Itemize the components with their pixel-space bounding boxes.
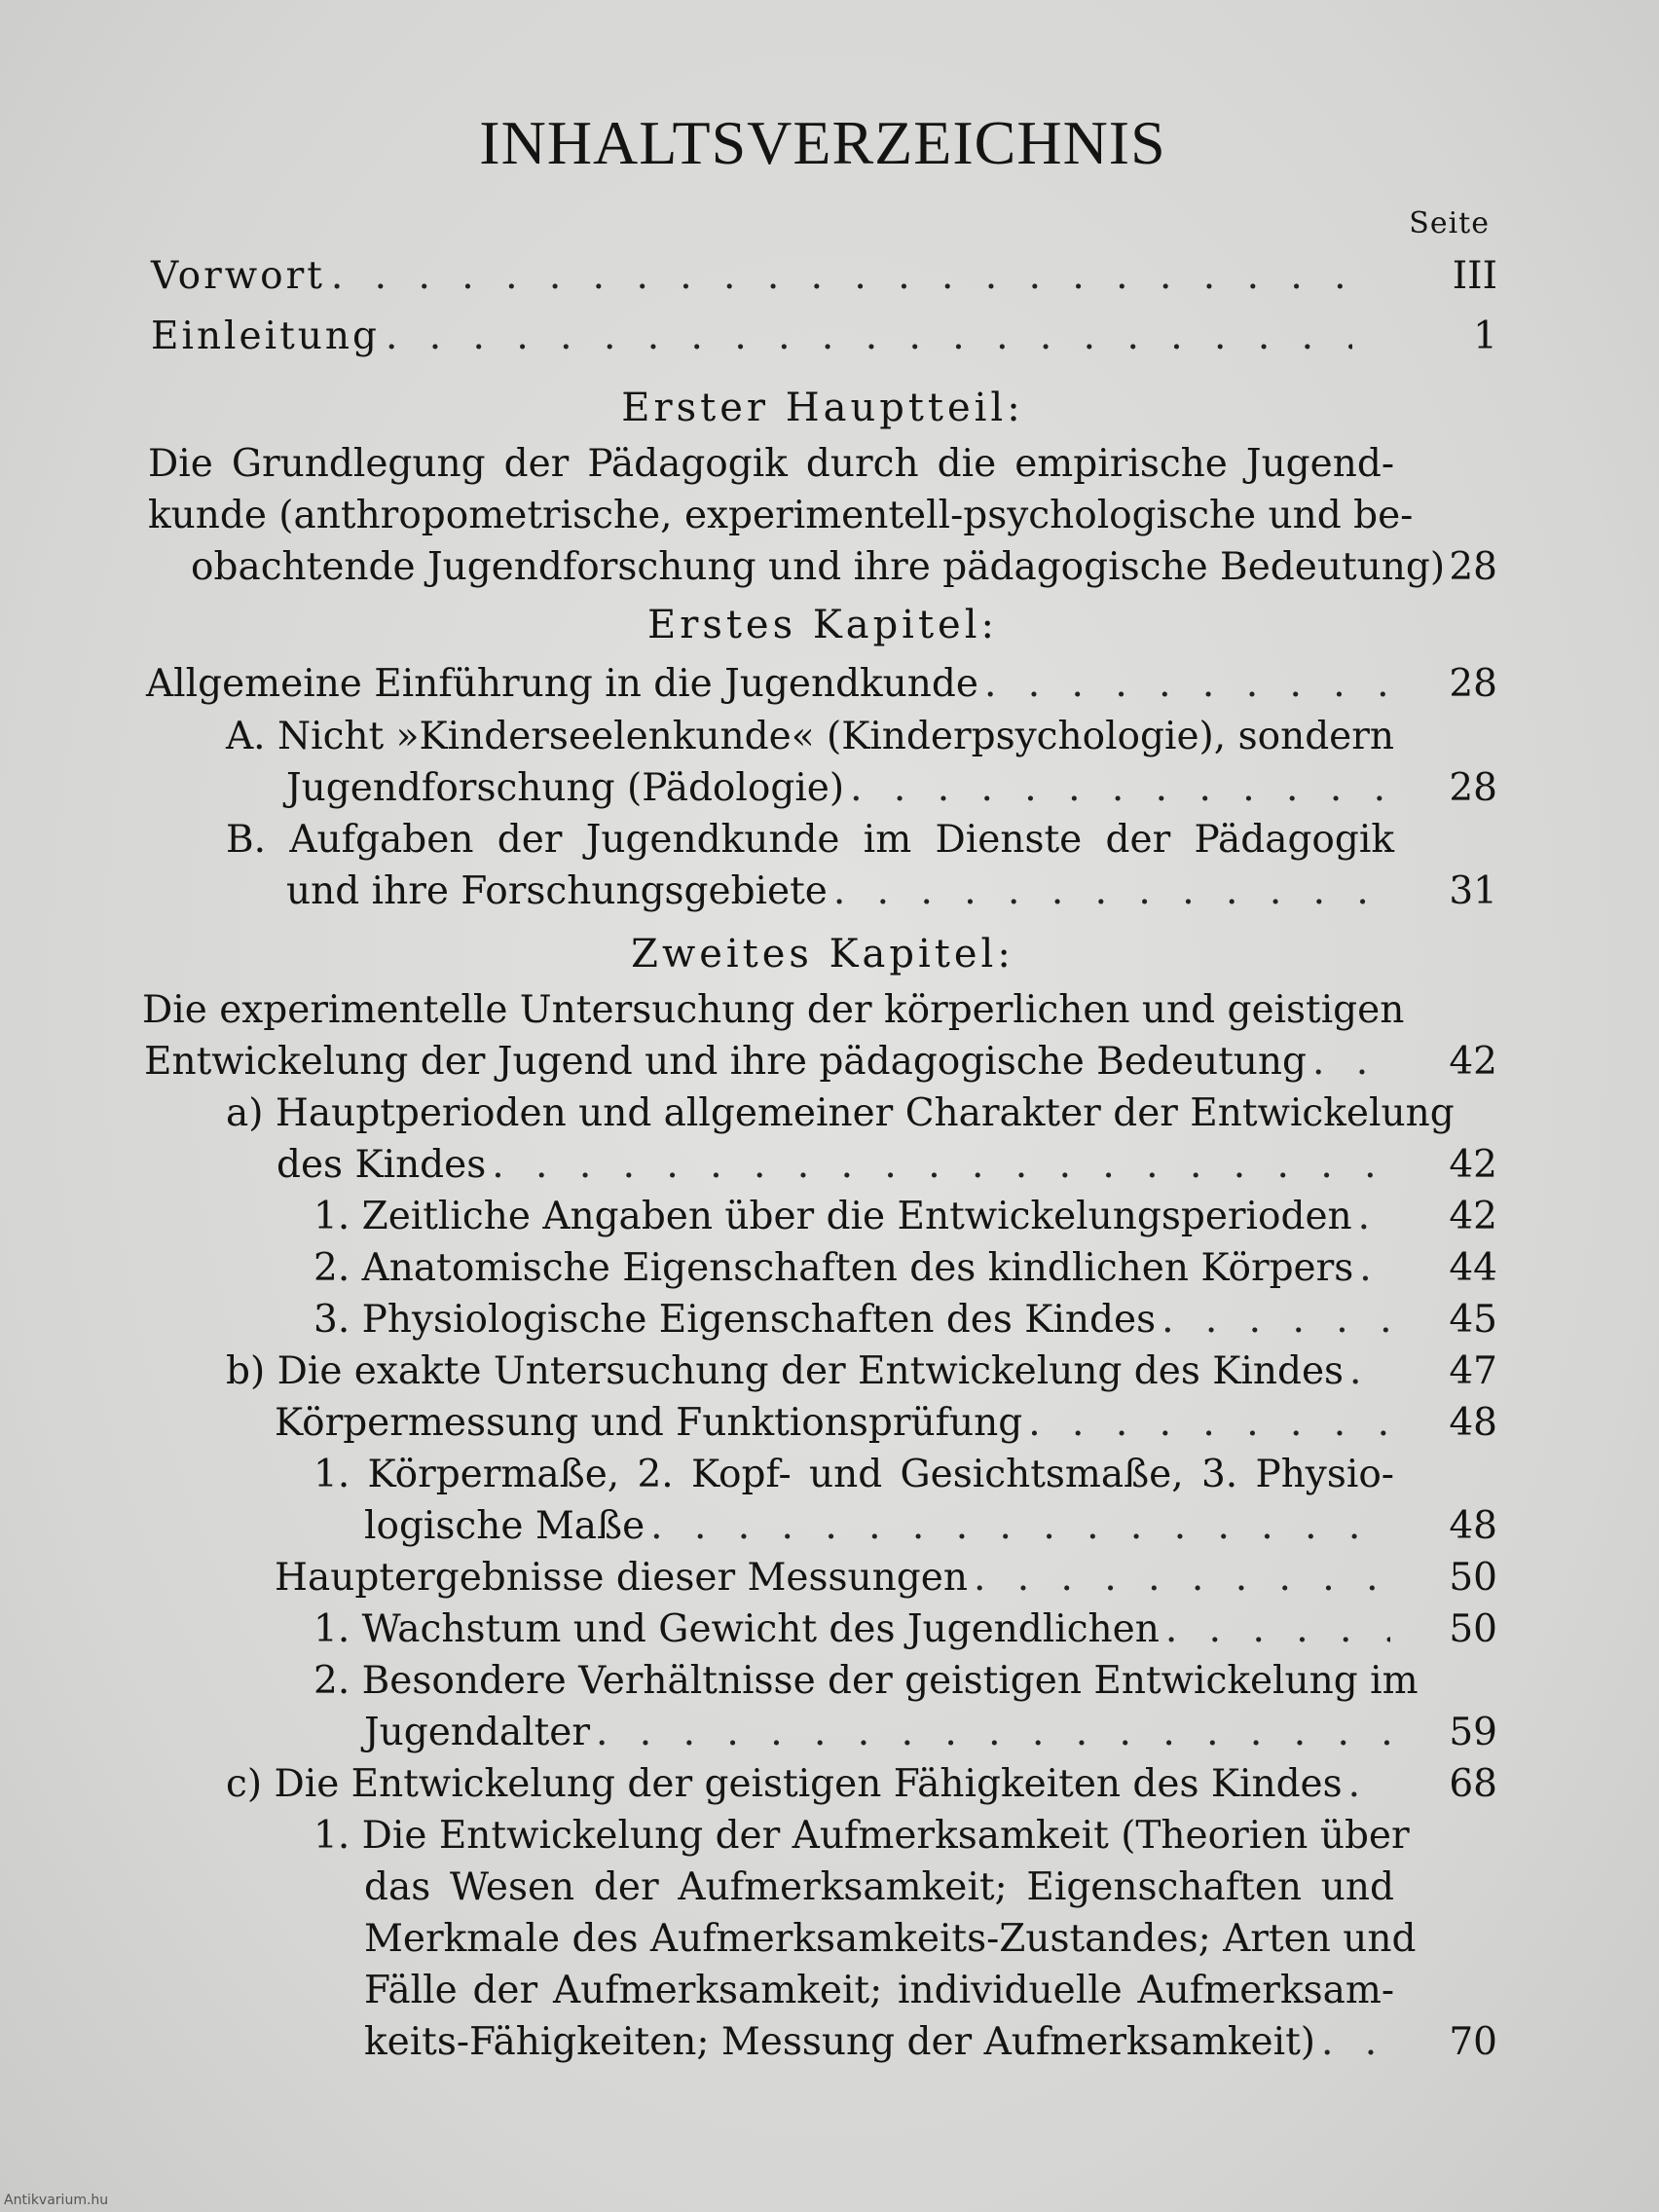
toc-line: A. Nicht »Kinderseelenkunde« (Kinderpsychologie), sondern — [226, 715, 1394, 758]
page-number: 28 — [1449, 662, 1497, 706]
toc-line: a) Hauptperioden und allgemeiner Charakter der Entwickelung — [226, 1091, 1455, 1135]
page-number: 31 — [1449, 869, 1497, 913]
page-number: 42 — [1449, 1143, 1497, 1187]
page-number: 28 — [1449, 545, 1497, 589]
page-column-label: Seite — [1409, 206, 1490, 240]
leader-dots — [1161, 1295, 1390, 1346]
page-number: 47 — [1449, 1349, 1497, 1393]
toc-line: Fälle der Aufmerksamkeit; individuelle Aufmerksam- — [364, 1969, 1394, 2012]
page-number: 68 — [1449, 1762, 1497, 1806]
page-number: 28 — [1449, 766, 1497, 810]
toc-entry-kap1-a[interactable]: Jugendforschung (Pädologie) . . . — [286, 763, 1396, 814]
toc-line: kunde (anthropometrische, experimentell-psychologische und be- — [148, 494, 1414, 537]
toc-entry-a[interactable]: des Kindes . . . — [276, 1140, 1396, 1191]
leader-dots — [974, 1553, 1390, 1604]
toc-entry-einleitung[interactable]: Einleitung . . . — [151, 312, 1358, 362]
toc-entry-vorwort[interactable]: Vorwort . . . — [151, 251, 1358, 302]
section-heading-hauptteil: Erster Hauptteil: — [621, 386, 1024, 430]
page-title: INHALTSVERZEICHNIS — [479, 108, 1166, 177]
toc-line: das Wesen der Aufmerksamkeit; Eigenschaften und — [364, 1865, 1394, 1909]
leader-dots — [650, 1501, 1390, 1552]
page-number: 42 — [1449, 1040, 1497, 1084]
page-number: 48 — [1449, 1401, 1497, 1445]
leader-dots — [1028, 1398, 1390, 1449]
toc-entry-a1[interactable]: 1. Zeitliche Angaben über die Entwickelungsperioden . . . — [313, 1192, 1396, 1242]
toc-line: 2. Besondere Verhältnisse der geistigen Entwickelung im — [313, 1659, 1419, 1703]
toc-entry-kap1[interactable]: Allgemeine Einführung in die Jugendkunde . . . — [146, 659, 1397, 710]
page-number: 50 — [1449, 1556, 1497, 1600]
toc-entry-r2[interactable]: Jugendalter . . . — [364, 1708, 1396, 1758]
leader-dots — [596, 1708, 1390, 1758]
toc-entry-c[interactable]: c) Die Entwickelung der geistigen Fähigkeiten des Kindes . . . — [226, 1759, 1396, 1810]
leader-dots — [492, 1140, 1390, 1191]
leader-dots — [1312, 1037, 1389, 1088]
toc-entry-b[interactable]: b) Die exakte Untersuchung der Entwickelung des Kindes . . . — [226, 1346, 1396, 1397]
leader-dots — [833, 866, 1390, 917]
leader-dots — [386, 312, 1352, 362]
leader-dots — [1358, 1192, 1390, 1242]
page-number: 1 — [1473, 314, 1497, 358]
toc-entry-kap2[interactable]: Entwickelung der Jugend und ihre pädagogische Bedeutung . . . — [144, 1037, 1395, 1088]
page-number: 50 — [1449, 1607, 1497, 1651]
leader-dots — [331, 251, 1352, 302]
chapter-heading-1: Erstes Kapitel: — [647, 603, 998, 647]
toc-line: 1. Körpermaße, 2. Kopf- und Gesichtsmaße, 3. Physio- — [313, 1453, 1394, 1496]
toc-line: 1. Die Entwickelung der Aufmerksamkeit (Theorien über — [313, 1814, 1410, 1858]
page-number: 48 — [1449, 1504, 1497, 1548]
page-number: III — [1452, 254, 1497, 298]
leader-dots — [1359, 1243, 1390, 1294]
toc-line: Merkmale des Aufmerksamkeits-Zustandes; Arten und — [364, 1917, 1417, 1961]
toc-line: obachtende Jugendforschung und ihre pädagogische Bedeutung) — [191, 545, 1446, 589]
page-number: 42 — [1449, 1195, 1497, 1238]
leader-dots — [850, 763, 1390, 814]
chapter-heading-2: Zweites Kapitel: — [631, 932, 1014, 977]
toc-entry-b1[interactable]: logische Maße . . . — [364, 1501, 1396, 1552]
toc-entry-r1[interactable]: 1. Wachstum und Gewicht des Jugendlichen . . . — [313, 1604, 1396, 1655]
toc-line: Die Grundlegung der Pädagogik durch die empirische Jugend- — [148, 442, 1394, 486]
leader-dots — [1321, 2017, 1390, 2068]
leader-dots — [1348, 1759, 1390, 1810]
page-number: 44 — [1449, 1246, 1497, 1290]
watermark: Antikvarium.hu — [4, 2193, 109, 2208]
toc-entry-kap1-b[interactable]: und ihre Forschungsgebiete . . . — [286, 866, 1396, 917]
toc-line: B. Aufgaben der Jugendkunde im Dienste der Pädagogik — [226, 818, 1394, 862]
page-number: 70 — [1449, 2020, 1497, 2064]
toc-entry-b-results[interactable]: Hauptergebnisse dieser Messungen . . . — [275, 1553, 1396, 1604]
leader-dots — [984, 659, 1391, 710]
page-number: 45 — [1449, 1298, 1497, 1342]
toc-entry-a2[interactable]: 2. Anatomische Eigenschaften des kindlichen Körpers . . . — [313, 1243, 1396, 1294]
toc-line: Die experimentelle Untersuchung der körperlichen und geistigen — [142, 988, 1405, 1032]
page-number: 59 — [1449, 1711, 1497, 1754]
toc-entry-c1[interactable]: keits-Fähigkeiten; Messung der Aufmerksamkeit) . . . — [364, 2017, 1396, 2068]
toc-entry-b-sub[interactable]: Körpermessung und Funktionsprüfung . . . — [275, 1398, 1396, 1449]
leader-dots — [1349, 1346, 1390, 1397]
toc-entry-a3[interactable]: 3. Physiologische Eigenschaften des Kindes . . . — [313, 1295, 1396, 1346]
leader-dots — [1165, 1604, 1390, 1655]
